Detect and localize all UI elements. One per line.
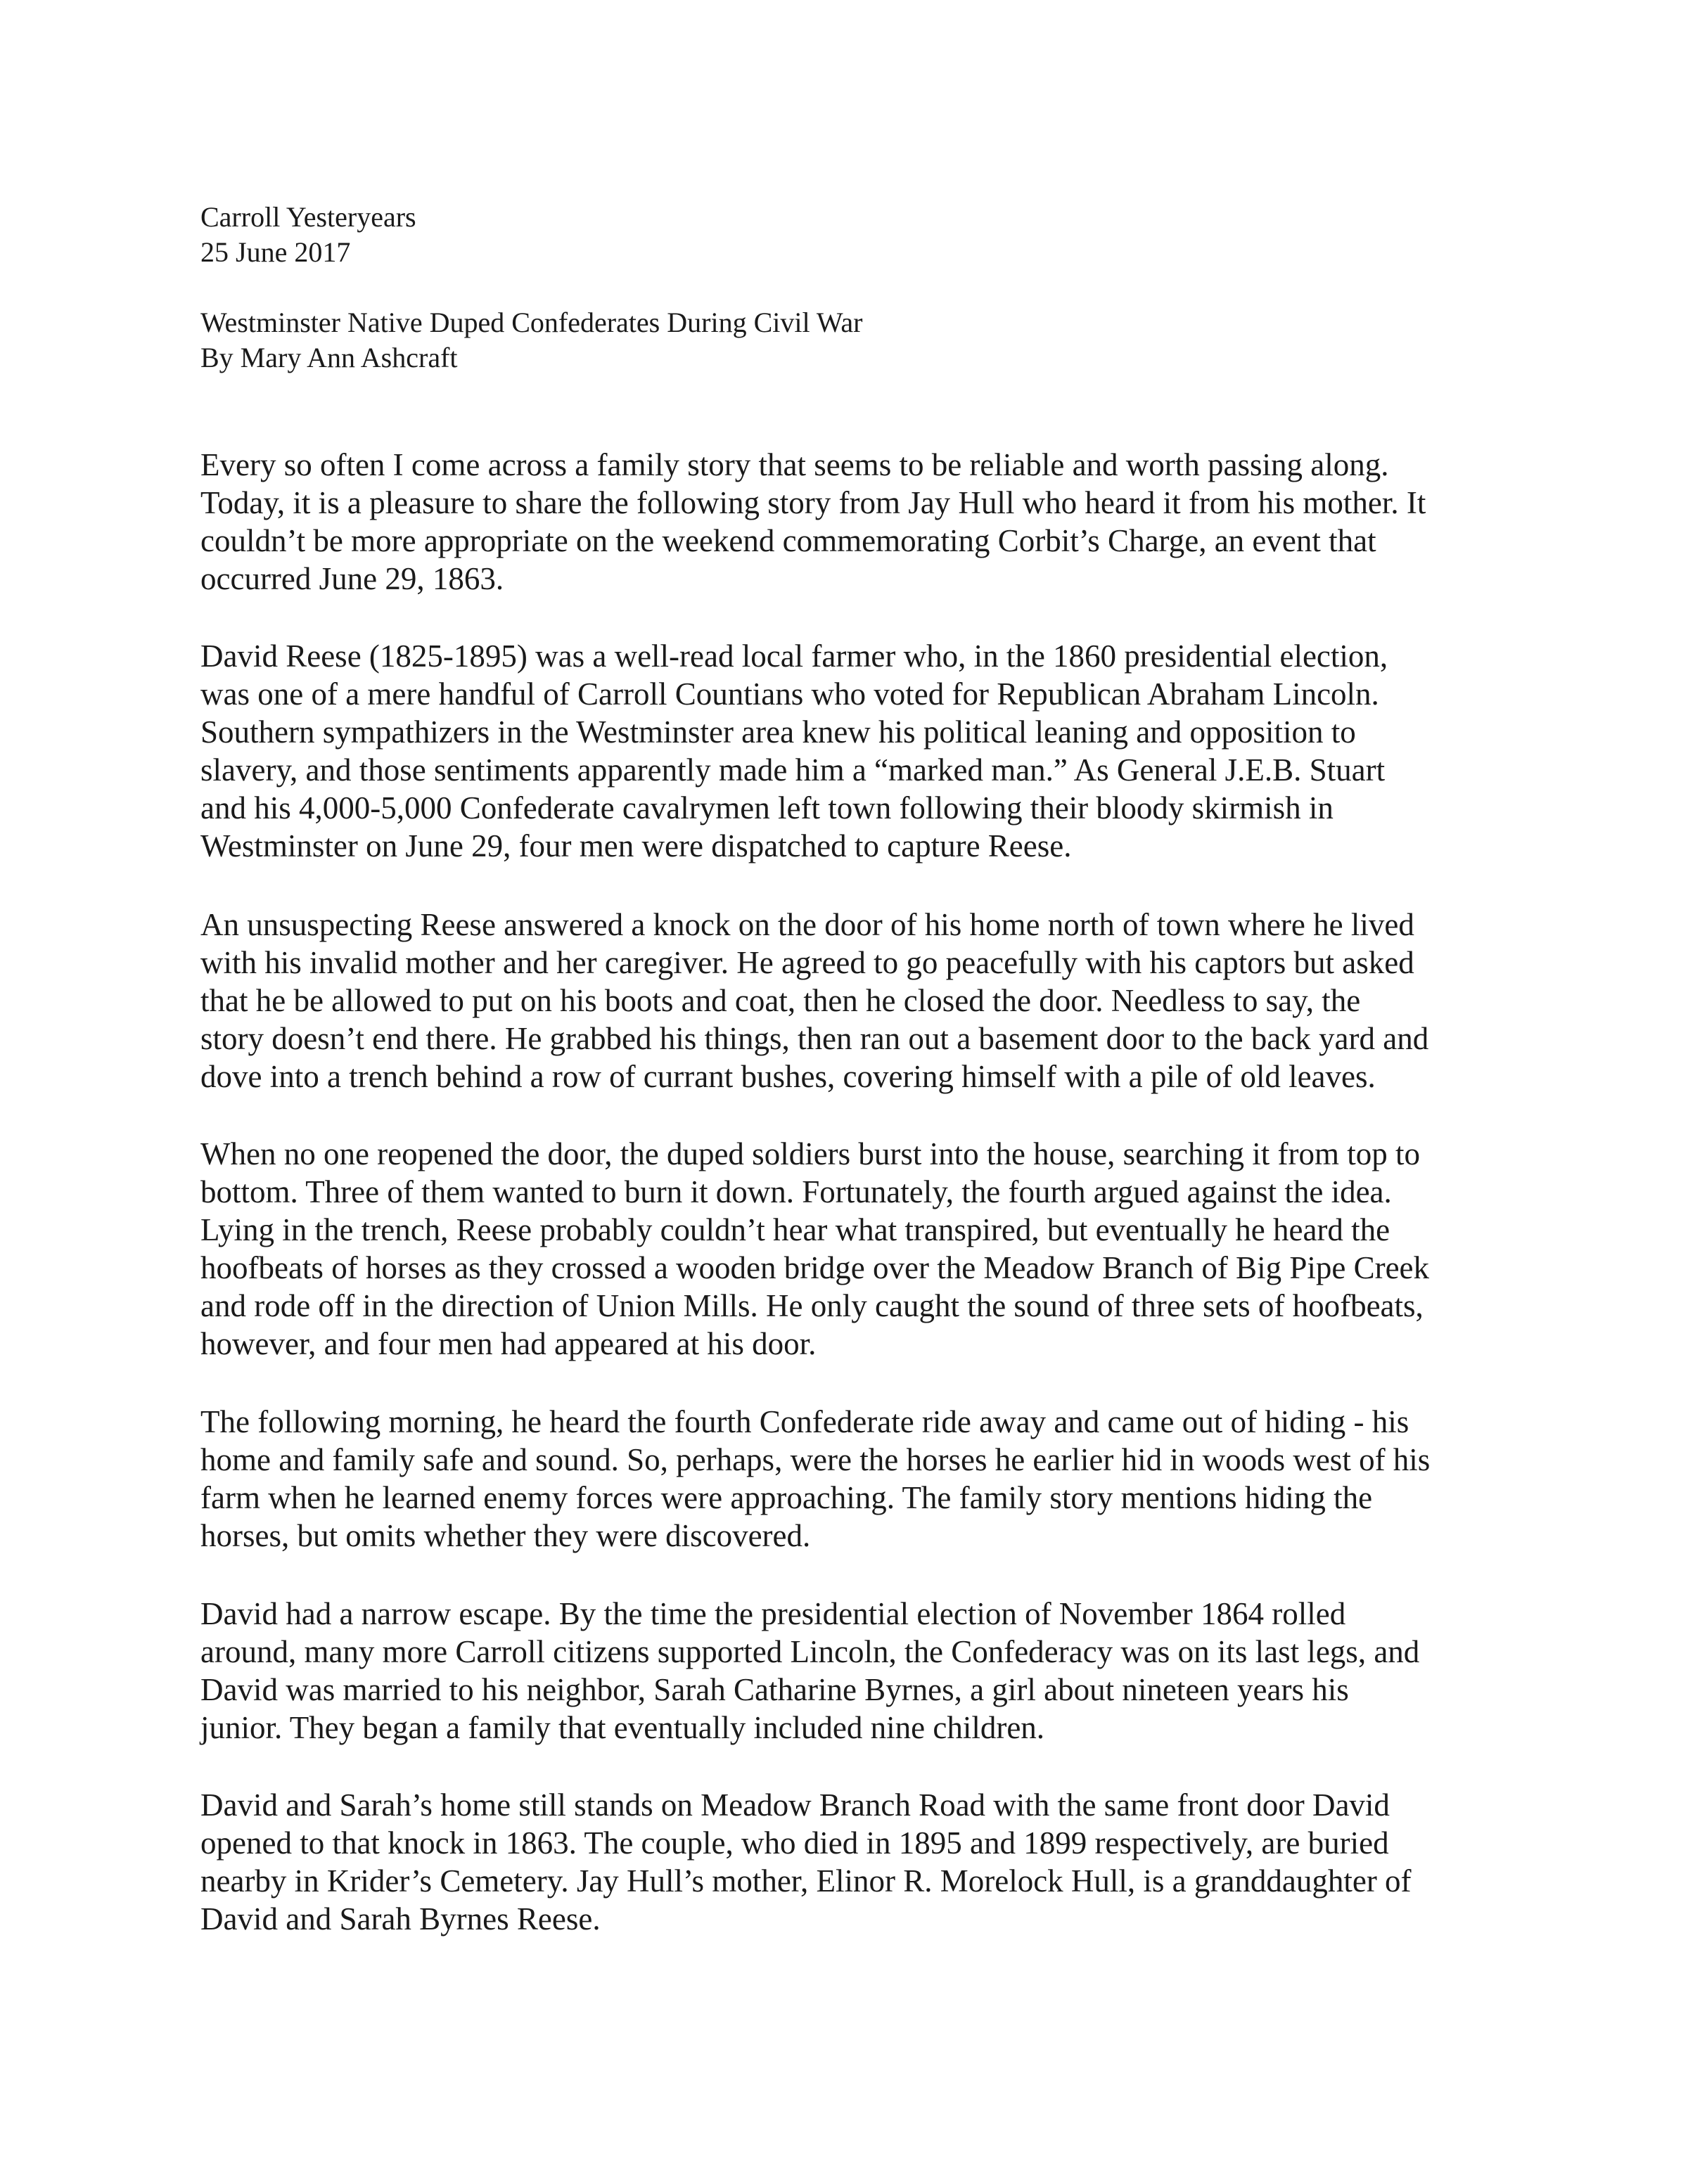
paragraph-line: Every so often I come across a family story that seems to be reliable and worth passing along. [200,447,1389,482]
article-byline: By Mary Ann Ashcraft [200,342,458,373]
paragraph-line: An unsuspecting Reese answered a knock on the door of his home north of town where he lived [200,907,1414,942]
paragraph-4 [200,1135,1502,1363]
paragraph-line: Westminster on June 29, four men were dispatched to capture Reese. [200,828,1072,863]
paragraph-line: around, many more Carroll citizens supported Lincoln, the Confederacy was on its last legs, and [200,1634,1420,1669]
document-header [200,200,416,270]
paragraph-line: David was married to his neighbor, Sarah Catharine Byrnes, a girl about nineteen years his [200,1672,1349,1707]
paragraph-line: hoofbeats of horses as they crossed a wooden bridge over the Meadow Branch of Big Pipe Creek [200,1250,1430,1285]
paragraph-line: however, and four men had appeared at his door. [200,1326,817,1361]
paragraph-line: slavery, and those sentiments apparently made him a “marked man.” As General J.E.B. Stuart [200,752,1386,788]
paragraph-line: nearby in Krider’s Cemetery. Jay Hull’s mother, Elinor R. Morelock Hull, is a granddaughter of [200,1863,1412,1899]
paragraph-1 [200,446,1502,598]
paragraph-line: farm when he learned enemy forces were approaching. The family story mentions hiding the [200,1480,1373,1515]
paragraph-line: Southern sympathizers in the Westminster area knew his political leaning and opposition to [200,714,1356,750]
paragraph-line: story doesn’t end there. He grabbed his things, then ran out a basement door to the back yard and [200,1021,1429,1056]
paragraph-2 [200,637,1502,865]
paragraph-line: home and family safe and sound. So, perhaps, were the horses he earlier hid in woods west of his [200,1442,1431,1477]
paragraph-line: horses, but omits whether they were discovered. [200,1518,811,1553]
paragraph-line: David Reese (1825-1895) was a well-read local farmer who, in the 1860 presidential election, [200,638,1388,674]
paragraph-line: was one of a mere handful of Carroll Countians who voted for Republican Abraham Lincoln. [200,676,1379,712]
paragraph-line: David and Sarah Byrnes Reese. [200,1901,601,1936]
paragraph-6 [200,1595,1502,1747]
paragraph-line: David and Sarah’s home still stands on Meadow Branch Road with the same front door David [200,1787,1390,1823]
paragraph-line: bottom. Three of them wanted to burn it down. Fortunately, the fourth argued against the idea. [200,1174,1392,1209]
paragraph-line: Today, it is a pleasure to share the following story from Jay Hull who heard it from his mother. It [200,485,1426,520]
paragraph-line: and his 4,000-5,000 Confederate cavalrymen left town following their bloody skirmish in [200,790,1334,826]
publication-date: 25 June 2017 [200,236,351,268]
paragraph-line: Lying in the trench, Reese probably couldn’t hear what transpired, but eventually he heard the [200,1212,1390,1247]
paragraph-line: dove into a trench behind a row of currant bushes, covering himself with a pile of old leaves. [200,1059,1376,1094]
paragraph-line: opened to that knock in 1863. The couple, who died in 1895 and 1899 respectively, are buried [200,1825,1389,1861]
article-title: Westminster Native Duped Confederates During Civil War [200,307,863,338]
paragraph-line: junior. They began a family that eventually included nine children. [200,1710,1045,1745]
paragraph-line: with his invalid mother and her caregiver. He agreed to go peacefully with his captors but asked [200,945,1414,980]
paragraph-7 [200,1786,1502,1938]
paragraph-line: The following morning, he heard the fourth Confederate ride away and came out of hiding - his [200,1404,1409,1439]
paragraph-line: occurred June 29, 1863. [200,561,504,596]
paragraph-line: David had a narrow escape. By the time the presidential election of November 1864 rolled [200,1596,1346,1631]
article-heading [200,305,862,375]
paragraph-line: that he be allowed to put on his boots and coat, then he closed the door. Needless to say, the [200,983,1361,1018]
paragraph-line: and rode off in the direction of Union Mills. He only caught the sound of three sets of hoofbeats, [200,1288,1424,1323]
paragraph-5 [200,1403,1502,1555]
paragraph-line: When no one reopened the door, the duped soldiers burst into the house, searching it from top to [200,1136,1421,1171]
paragraph-3 [200,906,1502,1096]
paragraph-line: couldn’t be more appropriate on the weekend commemorating Corbit’s Charge, an event that [200,523,1376,558]
publication-name: Carroll Yesteryears [200,201,416,233]
